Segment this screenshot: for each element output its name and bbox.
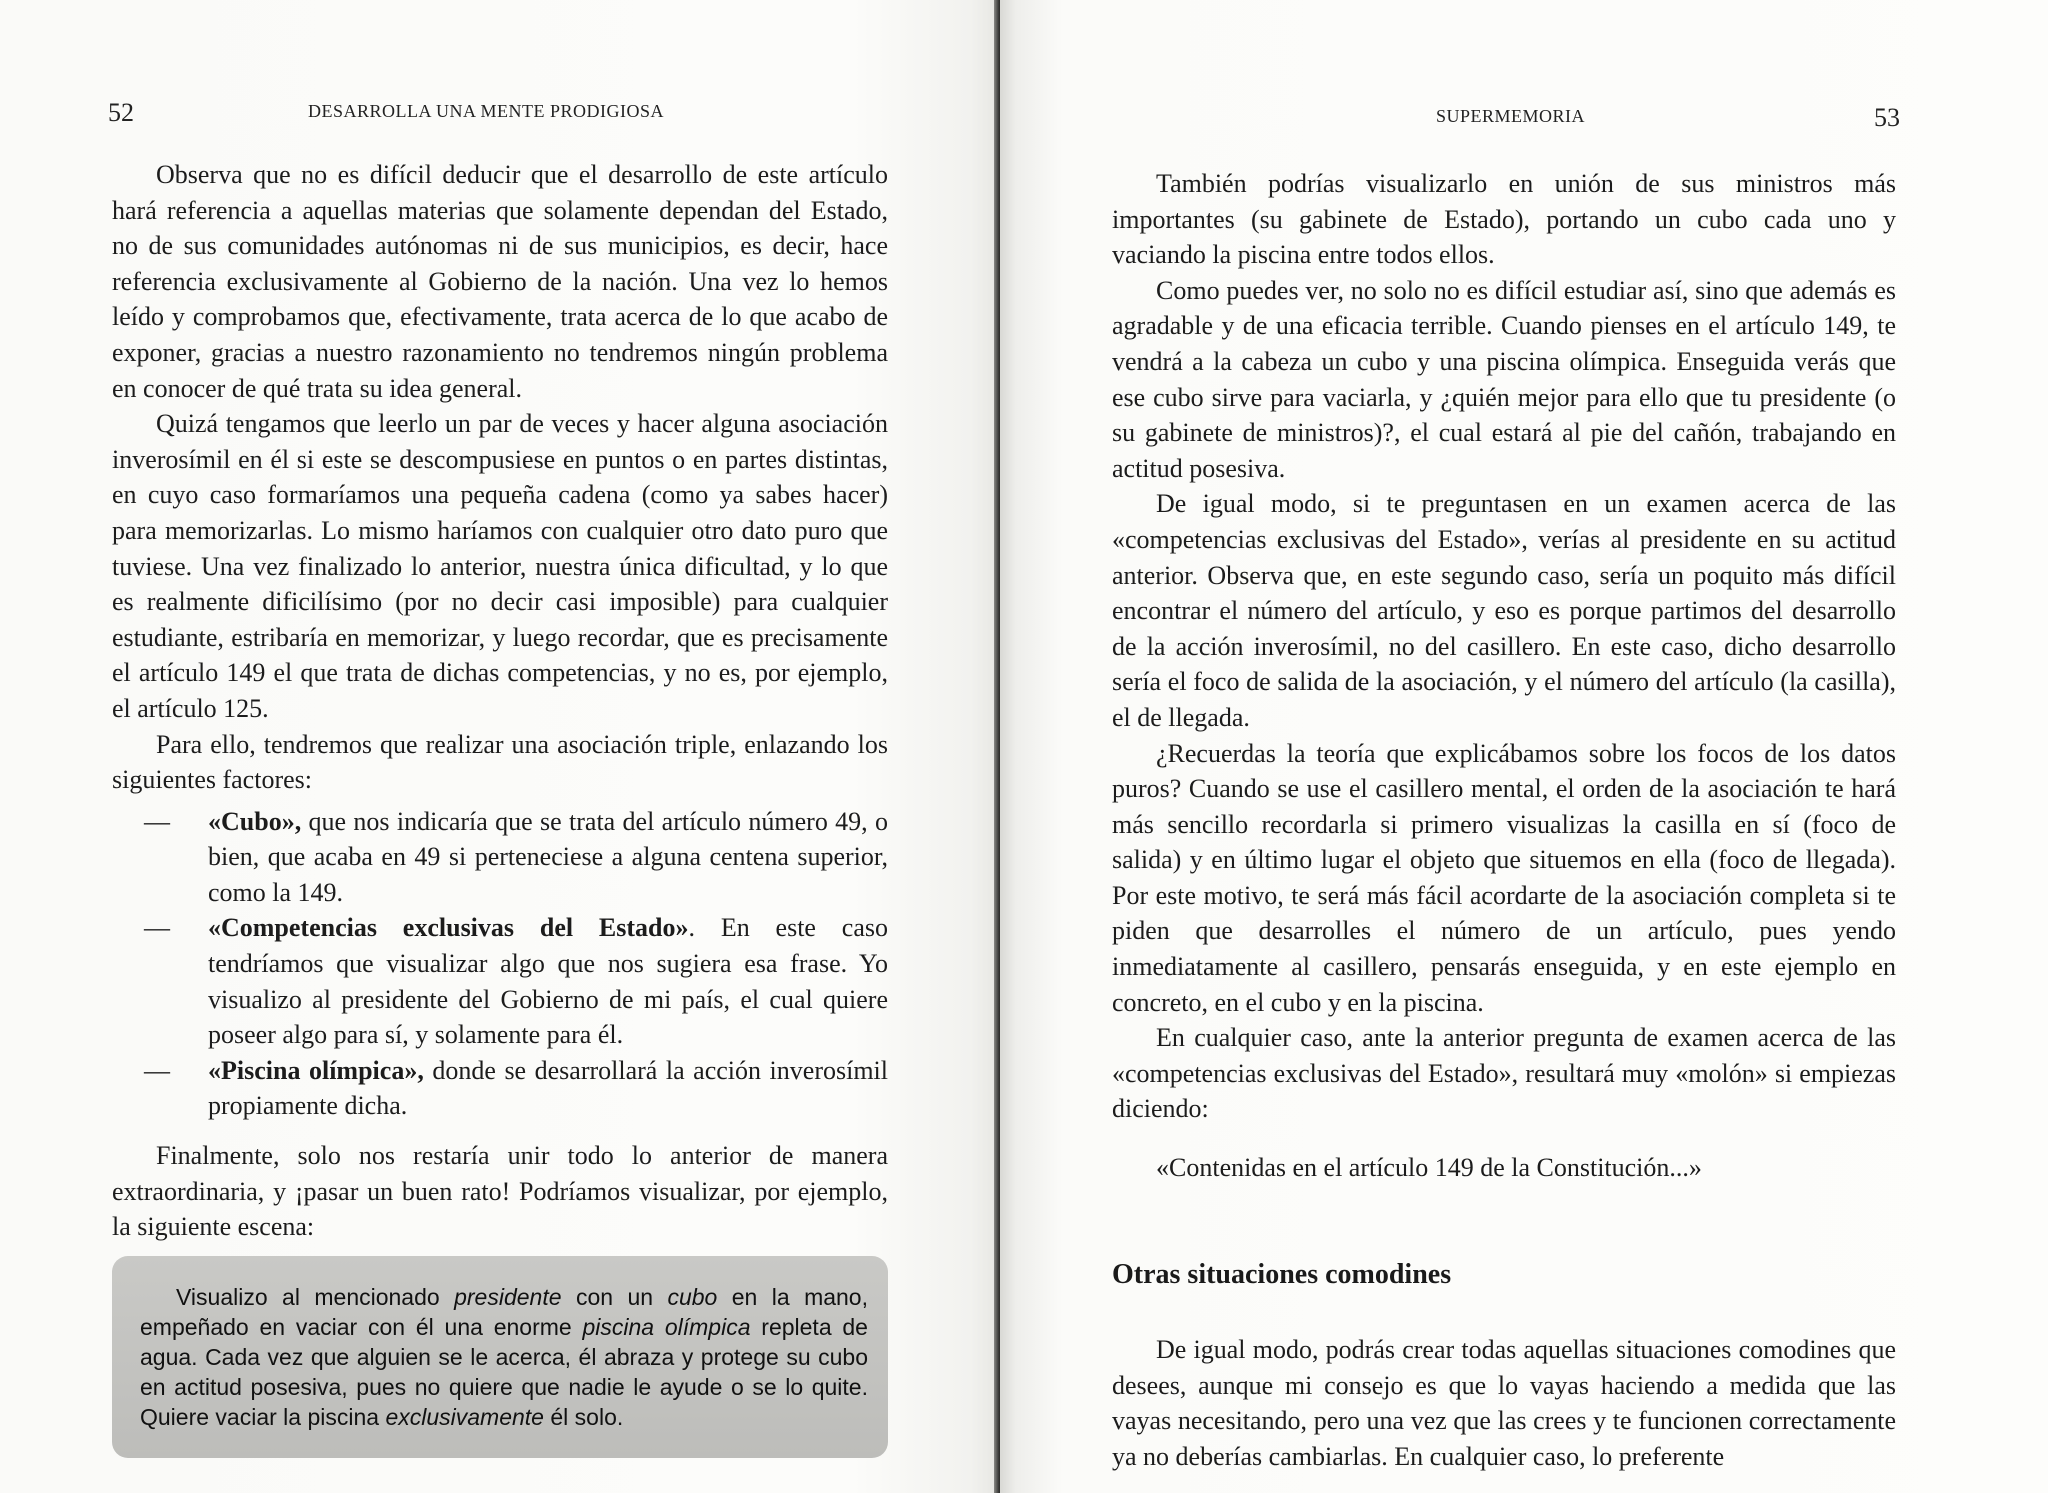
paragraph: De igual modo, si te preguntasen en un examen acerca de las «competencias exclusivas del Estado», verías al presidente en su actitud anterior. Observa que, en este segundo caso, sería un poquito más difícil encontrar el número del artículo, y eso es porque partimos del desarrollo de la acción inverosímil, no del casillero. En este caso, dicho desarrollo sería el foco de salida de la asociación, y el número del artículo (la casilla), el de llegada. <box>1112 489 1896 732</box>
paragraph: De igual modo, podrás crear todas aquellas situaciones comodines que desees, aunque mi consejo es que lo vayas haciendo a medida que las vayas necesitando, pero una vez que las crees y te funcionen correctamente ya no deberías cambiarlas. En cualquier caso, lo preferente <box>1112 1335 1896 1471</box>
callout-fragment: en la mano, empeñado en vaciar con él una enorme <box>140 1284 868 1340</box>
left-body-text <box>112 157 888 1245</box>
dash-marker: — <box>144 1055 170 1085</box>
list-item <box>144 910 888 1052</box>
paragraph: Como puedes ver, no solo no es difícil estudiar así, sino que además es agradable y de una eficacia terrible. Cuando pienses en el artículo 149, te vendrá a la cabeza un cubo y una piscina olímpica. Enseguida verás que ese cubo sirve para vaciarla, y ¿quién mejor para ello que tu presidente (o su gabinete de ministros)?, el cual estará al pie del cañón, trabajando en actitud posesiva. <box>1112 275 1896 483</box>
callout-fragment: repleta de agua. Cada vez que alguien se le acerca, él abraza y protege su cubo en actitud posesiva, pues no quiere que nadie le ayude o se lo quite. Quiere vaciar la piscina <box>140 1314 868 1430</box>
callout-fragment: con un <box>561 1284 668 1310</box>
left-page <box>0 0 1000 1493</box>
list-item-term: «Piscina olímpica», <box>208 1055 424 1085</box>
callout-fragment: Visualizo al mencionado <box>176 1284 455 1310</box>
dash-marker: — <box>144 913 170 943</box>
paragraph: Quizá tengamos que leerlo un par de veces y hacer alguna asociación inverosímil en él si este se descompusiese en puntos o en partes distintas, en cuyo caso formaríamos una pequeña cadena (como ya sabes hacer) para memorizarlas. Lo mismo haríamos con cualquier otro dato puro que tuviese. Una vez finalizado lo anterior, nuestra única dificultad, y lo que es realmente dificilísimo (por no decir casi imposible) para cualquier estudiante, estribaría en memorizar, y luego recordar, que es precisamente el artículo 149 el que trata de dichas competencias, y no es, por ejemplo, el artículo 125. <box>112 409 888 723</box>
paragraph: En cualquier caso, ante la anterior pregunta de examen acerca de las «competencias exclusivas del Estado», resultará muy «molón» si empiezas diciendo: <box>1112 1023 1896 1124</box>
scene-callout-box <box>112 1256 888 1458</box>
running-head: SUPERMEMORIA <box>1436 106 1586 126</box>
callout-fragment: él solo. <box>543 1404 624 1430</box>
running-head: DESARROLLA UNA MENTE PRODIGIOSA <box>308 101 665 121</box>
paragraph: Para ello, tendremos que realizar una asociación triple, enlazando los siguientes factores: <box>112 729 888 795</box>
list-item-term: «Cubo», <box>208 806 302 836</box>
paragraph: Finalmente, solo nos restaría unir todo lo anterior de manera extraordinaria, y ¡pasar un buen rato! Podríamos visualizar, por ejemplo, la siguiente escena: <box>112 1141 888 1242</box>
callout-emphasis: presidente <box>454 1284 562 1310</box>
list-item <box>144 1053 888 1124</box>
dash-marker: — <box>144 806 170 836</box>
callout-emphasis: piscina olímpica <box>582 1314 751 1340</box>
list-item-text: que nos indicaría que se trata del artículo número 49, o bien, que acaba en 49 si perteneciese a alguna centena superior, como la 149. <box>208 806 888 907</box>
page-number: 52 <box>108 98 134 127</box>
callout-emphasis: cubo <box>667 1284 718 1310</box>
right-body-text <box>1112 166 1896 1127</box>
right-page <box>1000 0 2048 1493</box>
quote-line: «Contenidas en el artículo 149 de la Constitución...» <box>1156 1153 1702 1182</box>
factor-list <box>112 804 888 1124</box>
callout-text <box>140 1282 868 1432</box>
list-item-text: . En este caso tendríamos que visualizar algo que nos sugiera esa frase. Yo visualizo al presidente del Gobierno de mi país, el cual quiere poseer algo para sí, y solamente para él. <box>208 913 888 1050</box>
list-item <box>144 804 888 911</box>
page-number: 53 <box>1874 103 1900 132</box>
right-body-text-lower <box>1112 1332 1896 1474</box>
paragraph: Observa que no es difícil deducir que el desarrollo de este artículo hará referencia a aquellas materias que solamente dependan del Estado, no de sus comunidades autónomas ni de sus municipios, es decir, hace referencia exclusivamente al Gobierno de la nación. Una vez lo hemos leído y comprobamos que, efectivamente, trata acerca de lo que acabo de exponer, gracias a nuestro razonamiento no tendremos ningún problema en conocer de qué trata su idea general. <box>112 160 888 403</box>
list-item-text: donde se desarrollará la acción inverosímil propiamente dicha. <box>208 1055 888 1121</box>
section-title: Otras situaciones comodines <box>1112 1259 1452 1290</box>
paragraph: ¿Recuerdas la teoría que explicábamos sobre los focos de los datos puros? Cuando se use el casillero mental, el orden de la asociación te hará más sencillo recordarla si primero visualizas la casilla en sí (foco de salida) y en último lugar el objeto que situemos en ella (foco de llegada). Por este motivo, te será más fácil acordarte de la asociación completa si te piden que desarrolles el número de un artículo, pues yendo inmediatamente al casillero, pensarás enseguida, y en este ejemplo en concreto, en el cubo y en la piscina. <box>1112 738 1896 1017</box>
paragraph: También podrías visualizarlo en unión de sus ministros más importantes (su gabinete de Estado), portando un cubo cada uno y vaciando la piscina entre todos ellos. <box>1112 169 1896 270</box>
callout-emphasis: exclusivamente <box>385 1404 544 1430</box>
list-item-term: «Competencias exclusivas del Estado» <box>208 913 689 943</box>
